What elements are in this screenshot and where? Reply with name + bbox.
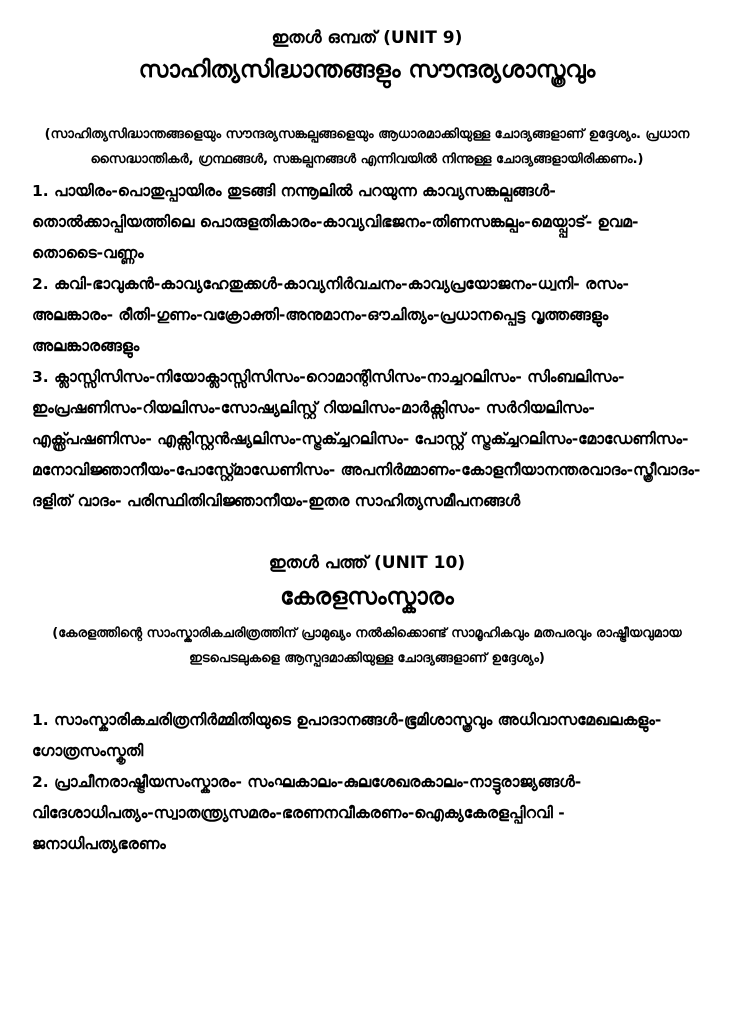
unit-10-point-1: 1. സാംസ്കാരികചരിത്രനിർമ്മിതിയുടെ ഉപാദാനങ്ങൾ-ഭൂമിശാസ്ത്രവും അധിവാസമേഖലകളും-ഗോത്രസംസ്കൃതി [32, 711, 662, 760]
unit-10-section [32, 551, 702, 860]
unit-9-point-1: 1. പായിരം-പൊതുപ്പായിരം തുടങ്ങി നന്നൂലിൽ പറയുന്ന കാവ്യസങ്കല്പങ്ങൾ- തൊൽക്കാപ്പിയത്തിലെ പൊരുളതികാരം-കാവ്യവിഭജനം-തിണസങ്കല്പം-മെയ്പ്പാട്- ഉവമ-തൊടൈ-വണ്ണം [32, 182, 639, 262]
unit-9-point-3: 3. ക്ലാസ്സിസിസം-നിയോക്ലാസ്സിസിസം-റൊമാന്റിസിസം-നാച്ചറലിസം- സിംബലിസം-ഇംപ്രഷണിസം-റിയലിസം-സോഷ്യലിസ്റ്റ് റിയലിസം-മാർക്സിസം- സർറിയലിസം-എക്സ്പ്രഷണിസം- എക്സിസ്റ്റൻഷ്യലിസം-സ്ട്രക്ച്ചറലിസം- പോസ്റ്റ് സ്ട്രക്ച്ചറലിസം-മോഡേണിസം- മനോവിജ്ഞാനീയം-പോസ്റ്റ്മോഡേണിസം- അപനിർമ്മാണം-കോളനീയാനന്തരവാദം-സ്ത്രീവാദം- ദളിത് വാദം- പരിസ്ഥിതിവിജ്ഞാനീയം-ഇതര സാഹിത്യസമീപനങ്ങൾ [32, 368, 701, 510]
unit-9-title: സാഹിത്യസിദ്ധാന്തങ്ങളും സൗന്ദര്യശാസ്ത്രവും [138, 57, 596, 83]
unit-10-point-2: 2. പ്രാചീനരാഷ്ട്രീയസംസ്കാരം- സംഘകാലം-കുലശേഖരകാലം-നാട്ടുരാജ്യങ്ങൾ- വിദേശാധിപത്യം-സ്വാതന്ത്ര്യസമരം-ഭരണനവീകരണം-ഐക്യകേരളപ്പിറവി - ജനാധിപത്യഭരണം [32, 773, 582, 853]
unit-9-section [32, 26, 702, 517]
unit-10-points [32, 705, 702, 860]
unit-9-points [32, 176, 702, 517]
unit-10-note: (കേരളത്തിന്റെ സാംസ്കാരികചരിത്രത്തിന് പ്രാമുഖ്യം നൽകിക്കൊണ്ട് സാമൂഹികവും മതപരവും രാഷ്ട്രീയവുമായ ഇടപെടലുകളെ ആസ്പദമാക്കിയുള്ള ചോദ്യങ്ങളാണ് ഉദ്ദേശ്യം) [52, 626, 682, 666]
unit-10-label: ഇതൾ പത്ത് (UNIT 10) [268, 553, 466, 573]
unit-9-note: (സാഹിത്യസിദ്ധാന്തങ്ങളെയും സൗന്ദര്യസങ്കല്പങ്ങളെയും ആധാരമാക്കിയുള്ള ചോദ്യങ്ങളാണ് ഉദ്ദേശ്യം. പ്രധാന സൈദ്ധാന്തികർ, ഗ്രന്ഥങ്ങൾ, സങ്കല്പനങ്ങൾ എന്നിവയിൽ നിന്നുള്ള ചോദ്യങ്ങളായിരിക്കണം.) [44, 127, 690, 167]
unit-9-point-2: 2. കവി-ഭാവുകൻ-കാവ്യഹേതുക്കൾ-കാവ്യനിർവചനം-കാവ്യപ്രയോജനം-ധ്വനി- രസം-അലങ്കാരം- രീതി-ഗുണം-വക്രോക്തി-അനുമാനം-ഔചിത്യം-പ്രധാനപ്പെട്ട വൃത്തങ്ങളും അലങ്കാരങ്ങളും [32, 275, 629, 355]
unit-10-title: കേരളസംസ്കാരം [280, 584, 454, 610]
unit-9-label: ഇതൾ ഒമ്പത് (UNIT 9) [271, 28, 463, 48]
